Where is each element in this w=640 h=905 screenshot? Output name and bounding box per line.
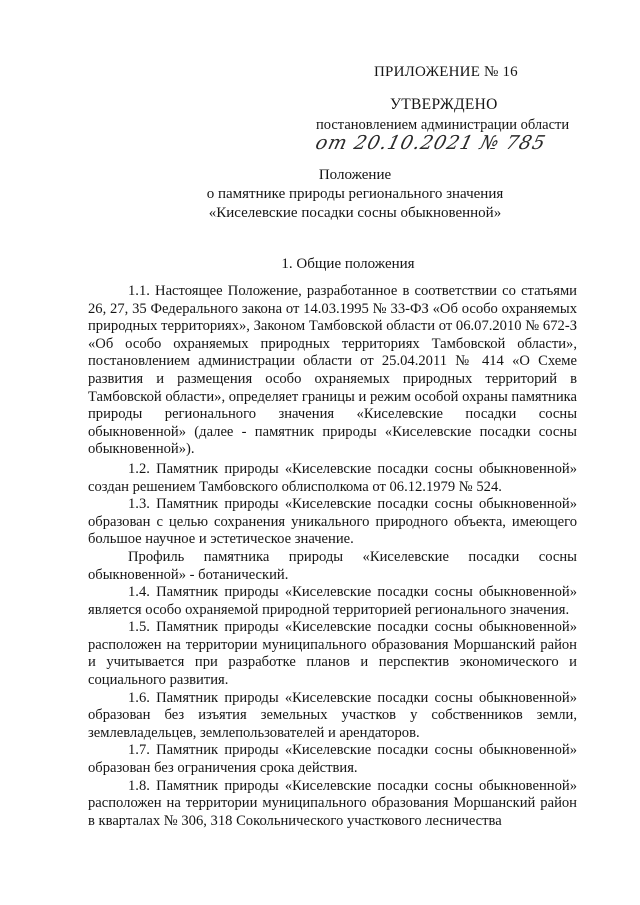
paragraph-1-3: 1.3. Памятник природы «Киселевские посадки сосны обыкновенной» образован с целью сохранения уникального природного объекта, имеющего большое научное и эстетическое значение. xyxy=(88,496,577,548)
section-heading-text: 1. Общие положения xyxy=(281,256,415,272)
section-heading xyxy=(0,256,640,273)
approved-label: УТВЕРЖДЕНО xyxy=(390,96,498,113)
body-text xyxy=(88,283,577,830)
paragraph-1-1: 1.1. Настоящее Положение, разработанное в соответствии со статьями 26, 27, 35 Федерального закона от 14.03.1995 № 33-ФЗ «Об особо охраняемых природных территориях», Законом Тамбовской области от 06.07.2010 № 672-З «Об особо охраняемых природных территориях Тамбовской области», постановлением администрации области от 25.04.2011 № 414 «О Схеме развития и размещения особо охраняемых природных территорий в Тамбовской области», определяет границы и режим особой охраны памятника природы регионального значения «Киселевские посадки сосны обыкновенной» (далее - памятник природы «Киселевские посадки сосны обыкновенной»). xyxy=(88,283,577,458)
paragraph-1-4: 1.4. Памятник природы «Киселевские посадки сосны обыкновенной» является особо охраняемой природной территорией регионального значения. xyxy=(88,584,577,618)
decree-line: постановлением администрации области xyxy=(316,117,570,133)
title-line-3: «Киселевские посадки сосны обыкновенной» xyxy=(208,205,502,221)
handwritten-date-number: от 20.10.2021 № 785 xyxy=(313,132,549,154)
title-line-2: о памятнике природы регионального значения xyxy=(206,186,504,202)
paragraph-1-2: 1.2. Памятник природы «Киселевские посадки сосны обыкновенной» создан решением Тамбовского облисполкома от 06.12.1979 № 524. xyxy=(88,460,577,495)
paragraph-1-5: 1.5. Памятник природы «Киселевские посадки сосны обыкновенной» расположен на территории муниципального образования Моршанский район и учитывается при разработке планов и перспектив экономического и социального развития. xyxy=(88,619,577,689)
paragraph-profile: Профиль памятника природы «Киселевские посадки сосны обыкновенной» - ботанический. xyxy=(88,548,577,583)
document-title xyxy=(0,166,640,223)
title-line-1: Положение xyxy=(318,167,392,183)
paragraph-1-7: 1.7. Памятник природы «Киселевские посадки сосны обыкновенной» образован без ограничения срока действия. xyxy=(88,742,577,777)
paragraph-1-6: 1.6. Памятник природы «Киселевские посадки сосны обыкновенной» образован без изъятия земельных участков у собственников земли, землевладельцев, землепользователей и арендаторов. xyxy=(88,689,577,741)
paragraph-1-8: 1.8. Памятник природы «Киселевские посадки сосны обыкновенной» расположен на территории муниципального образования Моршанский район в кварталах № 306, 318 Сокольнического участкового лесничества xyxy=(88,777,577,829)
appendix-label: ПРИЛОЖЕНИЕ № 16 xyxy=(374,64,518,80)
